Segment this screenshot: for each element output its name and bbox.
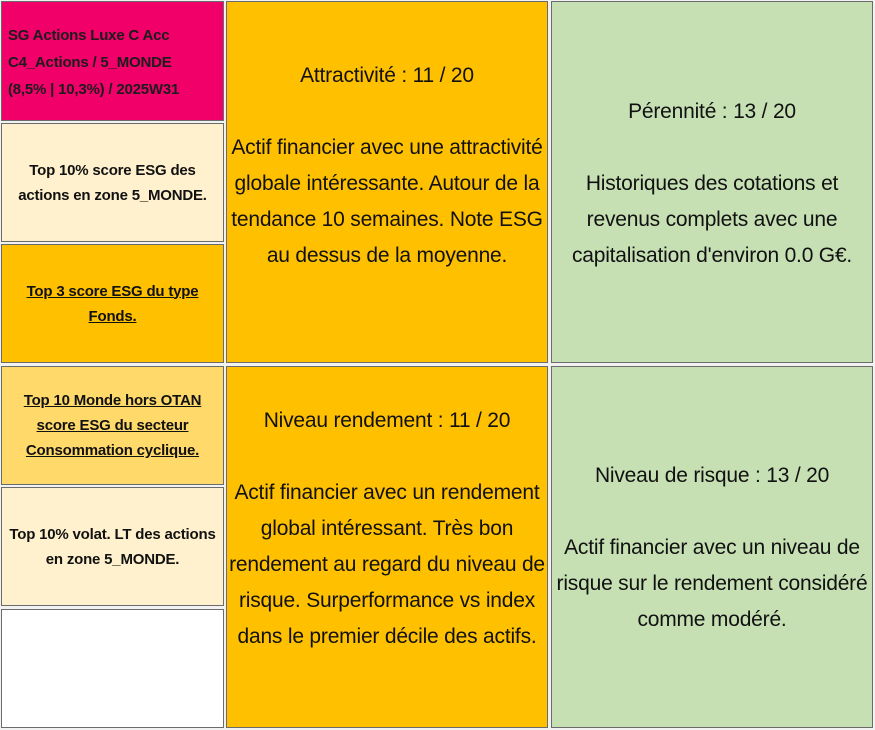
risque-heading: Niveau de risque : 13 / 20 [594,464,830,487]
rendement-heading: Niveau rendement : 11 / 20 [263,409,511,432]
perennite-heading: Pérennité : 13 / 20 [628,100,796,123]
rendement-cell [226,366,548,728]
rendement-body: Actif financier avec un rendement global intéressant. Très bon rendement au regard du niveau de risque. Surperformance vs index dans le premier décile des actifs. [229,481,545,648]
attractivite-cell [226,1,548,363]
attractivite-body: Actif financier avec une attractivité globale intéressante. Autour de la tendance 10 semaines. Note ESG au dessus de la moyenne. [231,136,543,267]
risque-cell [551,366,873,728]
attractivite-heading: Attractivité : 11 / 20 [300,64,474,87]
badge-esg-sector: Top 10 Monde hors OTAN score ESG du secteur Consommation cyclique. [23,392,202,459]
fund-stats: (8,5% | 10,3%) / 2025W31 [8,81,180,98]
perennite-body: Historiques des cotations et revenus complets avec une capitalisation d'environ 0.0 G€. [571,172,853,267]
risque-body: Actif financier avec un niveau de risque sur le rendement considéré comme modéré. [556,536,868,631]
fund-title-cell [1,1,224,121]
fund-name: SG Actions Luxe C Acc [8,27,170,44]
badge-volatility-cell [1,487,224,606]
badge-esg-zone: Top 10% score ESG des actions en zone 5_MONDE. [18,161,207,204]
badge-esg-zone-cell [1,123,224,242]
fund-title [8,22,179,103]
fund-category: C4_Actions / 5_MONDE [8,54,172,71]
badge-esg-sector-cell [1,366,224,485]
badge-volatility: Top 10% volat. LT des actions en zone 5_MONDE. [9,525,216,568]
perennite-cell [551,1,873,363]
empty-cell [1,609,224,728]
badge-esg-type: Top 3 score ESG du type Fonds. [26,282,199,325]
badge-esg-type-cell [1,244,224,363]
